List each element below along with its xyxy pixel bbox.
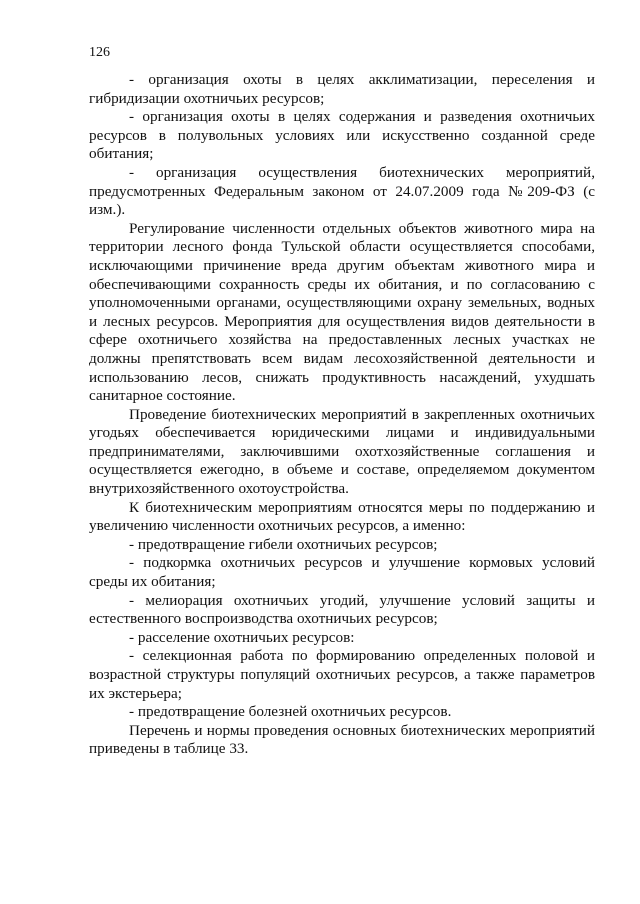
list-item-prevent-death: - предотвращение гибели охотничьих ресурсов; — [129, 535, 438, 553]
list-item-acclimatization: - организация охоты в целях акклиматизации, переселения и гибридизации охотничьих ресурсов; — [89, 71, 595, 107]
list-item-selection-work: - селекционная работа по формированию определенных половой и возрастной структуры популяций охотничьих ресурсов, а также параметров их экстерьера; — [89, 647, 595, 702]
list-item-biotechnical-measures: - организация осуществления биотехнических мероприятий, предусмотренных Федеральным законом от 24.07.2009 года №209-ФЗ (с изм.). — [89, 163, 595, 219]
list-item-feeding: - подкормка охотничьих ресурсов и улучшение кормовых условий среды их обитания; — [89, 554, 595, 591]
paragraph-table-reference: Перечень и нормы проведения основных биотехнических мероприятий приведены в таблице 33. — [89, 721, 595, 758]
list-item-semi-free-keeping: - организация охоты в целях содержания и разведения охотничьих ресурсов в полувольных условиях или искусственно созданной среде обитания; — [89, 108, 595, 163]
paragraph-biotechnical-definition: К биотехническим мероприятиям относятся меры по поддержанию и увеличению численности охотничьих ресурсов, а именно: — [89, 498, 595, 535]
paragraph-biotechnical-implementation: Проведение биотехнических мероприятий в закрепленных охотничьих угодьях обеспечивается юридическими лицами и индивидуальными предпринимателями, заключившими охотхозяйственные соглашения и осуществляется ежегодно, в объеме и составе, определяемом документом внутрихозяйственного охотоустройства. — [89, 405, 595, 498]
list-item-disease-prevention: - предотвращение болезней охотничьих ресурсов. — [129, 703, 452, 721]
paragraph-population-regulation: Регулирование численности отдельных объектов животного мира на территории лесного фонда Тульской области осуществляется способами, исключающими причинение вреда другим объектам животного мира и обеспечивающими сохранность среды их обитания, и по согласованию с уполномоченными органами, осуществляющими охрану земельных, водных и лесных ресурсов. Мероприятия для осуществления видов деятельности в сфере охотничьего хозяйства на предоставленных лесных участках не должны препятствовать всем видам лесохозяйственной деятельности и использованию лесов, снижать продуктивность насаждений, ухудшать санитарное состояние. — [89, 219, 595, 405]
list-item-resettlement: - расселение охотничьих ресурсов: — [129, 628, 355, 646]
page-number: 126 — [89, 45, 110, 60]
list-item-land-improvement: - мелиорация охотничьих угодий, улучшение условий защиты и естественного воспроизводства охотничьих ресурсов; — [89, 591, 595, 628]
document-body — [89, 71, 595, 759]
